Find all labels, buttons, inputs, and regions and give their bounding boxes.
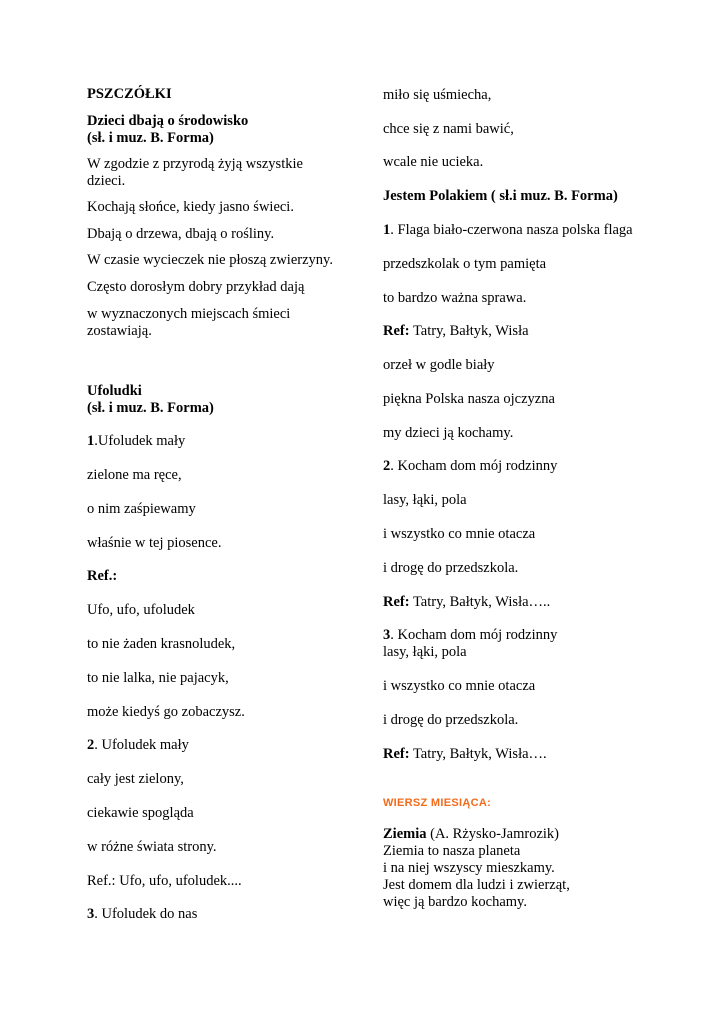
poem-line: więc ją bardzo kochamy. — [383, 894, 527, 910]
lyric-line: w wyznaczonych miejscach śmieci — [87, 306, 291, 322]
song-author: (sł. i muz. B. Forma) — [87, 400, 214, 416]
lyric-line: zielone ma ręce, — [87, 467, 182, 483]
lyric-line: W zgodzie z przyrodą żyją wszystkie — [87, 156, 303, 172]
poem-line: Jest domem dla ludzi i zwierząt, — [383, 877, 570, 893]
lyric-line: chce się z nami bawić, — [383, 121, 514, 137]
lyric-line: dzieci. — [87, 173, 126, 189]
lyric-line: ciekawie spogląda — [87, 805, 194, 821]
verse-number: 3 — [87, 906, 95, 922]
refrain-label: Ref: — [383, 594, 410, 610]
lyric-line: i wszystko co mnie otacza — [383, 526, 536, 542]
verse-line: 1. Flaga biało-czerwona nasza polska flaga — [383, 222, 633, 238]
lyric-line: to bardzo ważna sprawa. — [383, 290, 527, 306]
lyric-line: zostawiają. — [87, 323, 152, 339]
song-author: (sł. i muz. B. Forma) — [87, 130, 214, 146]
refrain-line: Ref: Tatry, Bałtyk, Wisła…. — [383, 746, 547, 762]
lyric-line: W czasie wycieczek nie płoszą zwierzyny. — [87, 252, 333, 268]
refrain-label: Ref: — [383, 323, 410, 339]
lyric-line: Ref.: Ufo, ufo, ufoludek.... — [87, 873, 242, 889]
refrain-label: Ref.: — [87, 568, 118, 584]
lyric-line: lasy, łąki, pola — [383, 492, 467, 508]
verse-number: 2 — [87, 737, 95, 753]
lyric-line: może kiedyś go zobaczysz. — [87, 704, 245, 720]
lyric-line: wcale nie ucieka. — [383, 154, 484, 170]
lyric-line: Często dorosłym dobry przykład dają — [87, 279, 305, 295]
lyric-line: to nie lalka, nie pajacyk, — [87, 670, 229, 686]
lyric-line: Dbają o drzewa, dbają o rośliny. — [87, 226, 275, 242]
poem-title-line — [383, 826, 559, 843]
refrain-label: Ref: — [383, 746, 410, 762]
lyric-line: cały jest zielony, — [87, 771, 184, 787]
verse-number: 3 — [383, 627, 391, 643]
poem-line: Ziemia to nasza planeta — [383, 843, 521, 859]
poem-of-month-heading: WIERSZ MIESIĄCA: — [383, 797, 492, 809]
song-subtitle: Dzieci dbają o środowisko — [87, 113, 249, 129]
verse-number: 2 — [383, 458, 391, 474]
song-title-jestem-polakiem: Jestem Polakiem ( sł.i muz. B. Forma) — [383, 188, 618, 204]
lyric-line: i drogę do przedszkola. — [383, 560, 519, 576]
lyric-line: my dzieci ją kochamy. — [383, 425, 514, 441]
verse-number: 1 — [383, 222, 391, 238]
verse-line: 3. Kocham dom mój rodzinny — [383, 627, 558, 643]
refrain-line: Ref: Tatry, Bałtyk, Wisła….. — [383, 594, 551, 610]
verse-number: 1 — [87, 433, 95, 449]
lyric-line: orzeł w godle biały — [383, 357, 495, 373]
lyric-line: przedszkolak o tym pamięta — [383, 256, 547, 272]
song-title-pszczolki: PSZCZÓŁKI — [87, 86, 172, 102]
lyric-line: i drogę do przedszkola. — [383, 712, 519, 728]
verse-line: 3. Ufoludek do nas — [87, 906, 198, 922]
lyric-line: i wszystko co mnie otacza — [383, 678, 536, 694]
poem-author: (A. Rżysko-Jamrozik) — [426, 826, 559, 842]
verse-line: 2. Kocham dom mój rodzinny — [383, 458, 558, 474]
lyric-line: to nie żaden krasnoludek, — [87, 636, 236, 652]
refrain-line: Ref: Tatry, Bałtyk, Wisła — [383, 323, 529, 339]
lyric-line: właśnie w tej piosence. — [87, 535, 222, 551]
verse-line: 1.Ufoludek mały — [87, 433, 186, 449]
poem-line: i na niej wszyscy mieszkamy. — [383, 860, 555, 876]
poem-title: Ziemia — [383, 826, 427, 842]
lyric-line: miło się uśmiecha, — [383, 87, 492, 103]
lyric-line: Ufo, ufo, ufoludek — [87, 602, 195, 618]
lyric-line: Kochają słońce, kiedy jasno świeci. — [87, 199, 294, 215]
lyric-line: piękna Polska nasza ojczyzna — [383, 391, 555, 407]
song-title-ufoludki: Ufoludki — [87, 383, 142, 399]
lyric-line: w różne świata strony. — [87, 839, 217, 855]
lyric-line: o nim zaśpiewamy — [87, 501, 196, 517]
lyric-line: lasy, łąki, pola — [383, 644, 467, 660]
verse-line: 2. Ufoludek mały — [87, 737, 189, 753]
